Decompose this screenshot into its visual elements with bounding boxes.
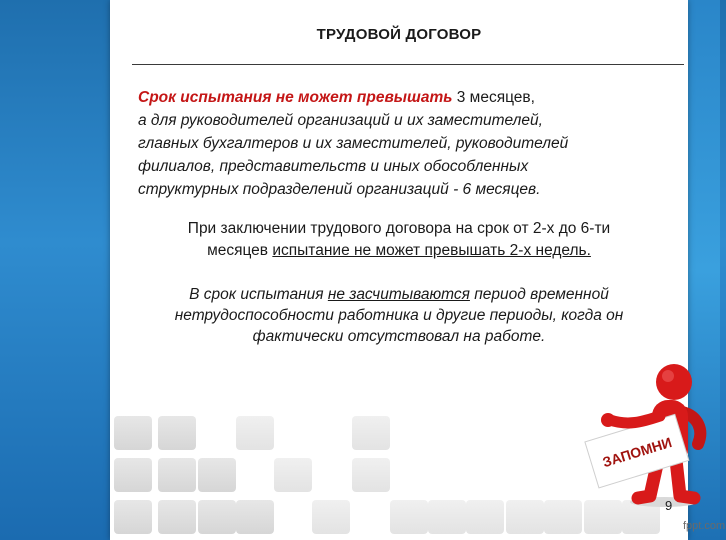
paragraph-line: главных бухгалтеров и их заместителей, руководителей — [138, 135, 569, 152]
underlined-text: испытание не может превышать 2-х недель. — [272, 242, 591, 259]
decor-tile — [114, 458, 152, 492]
decor-tile — [390, 500, 428, 534]
decor-tile — [236, 416, 274, 450]
decor-tile — [114, 500, 152, 534]
decor-tile — [158, 500, 196, 534]
decor-tile — [158, 416, 196, 450]
tail-text: период временной — [469, 286, 609, 303]
normal-text: 3 месяцев, — [452, 89, 535, 106]
lead-text: В срок испытания — [189, 286, 328, 303]
paragraph-line: структурных подразделений организаций - 6 месяцев. — [138, 181, 541, 198]
paragraph-line: а для руководителей организаций и их заместителей, — [138, 112, 543, 129]
lead-text: месяцев — [207, 242, 273, 259]
underlined-text: не засчитываются — [327, 286, 470, 303]
red-figure-with-sign — [526, 360, 726, 510]
slide-panel — [110, 0, 688, 540]
paragraph-line: филиалов, представительств и иных обособленных — [138, 158, 529, 175]
paragraph-line — [138, 86, 668, 109]
decor-tile — [352, 458, 390, 492]
decor-tile — [114, 416, 152, 450]
decor-tile — [236, 500, 274, 534]
decor-tile — [158, 458, 196, 492]
page-number: 9 — [665, 498, 673, 513]
decor-tile — [198, 500, 236, 534]
paragraph-line: нетрудоспособности работника и другие периоды, когда он — [174, 307, 624, 324]
paragraph-line — [110, 240, 688, 262]
title-divider — [132, 64, 684, 65]
decor-tile — [274, 458, 312, 492]
watermark-text: fppt.com — [683, 520, 726, 532]
decor-tile — [352, 416, 390, 450]
paragraph-line: фактически отсутствовал на работе. — [252, 328, 546, 345]
paragraph-short-contract — [110, 218, 688, 262]
red-lead-text: Срок испытания не может превышать — [138, 89, 453, 106]
slide-title: ТРУДОВОЙ ДОГОВОР — [316, 26, 482, 43]
decor-tile — [312, 500, 350, 534]
paragraph-excluded-periods — [110, 284, 688, 347]
decor-tile — [466, 500, 504, 534]
paragraph-trial-limit — [138, 86, 668, 201]
paragraph-line: При заключении трудового договора на срок от 2-х до 6-ти — [187, 220, 611, 237]
sign-text: ЗАПОМНИ — [600, 433, 674, 471]
paragraph-line — [110, 284, 688, 305]
decor-tile — [428, 500, 466, 534]
decor-tile — [198, 458, 236, 492]
